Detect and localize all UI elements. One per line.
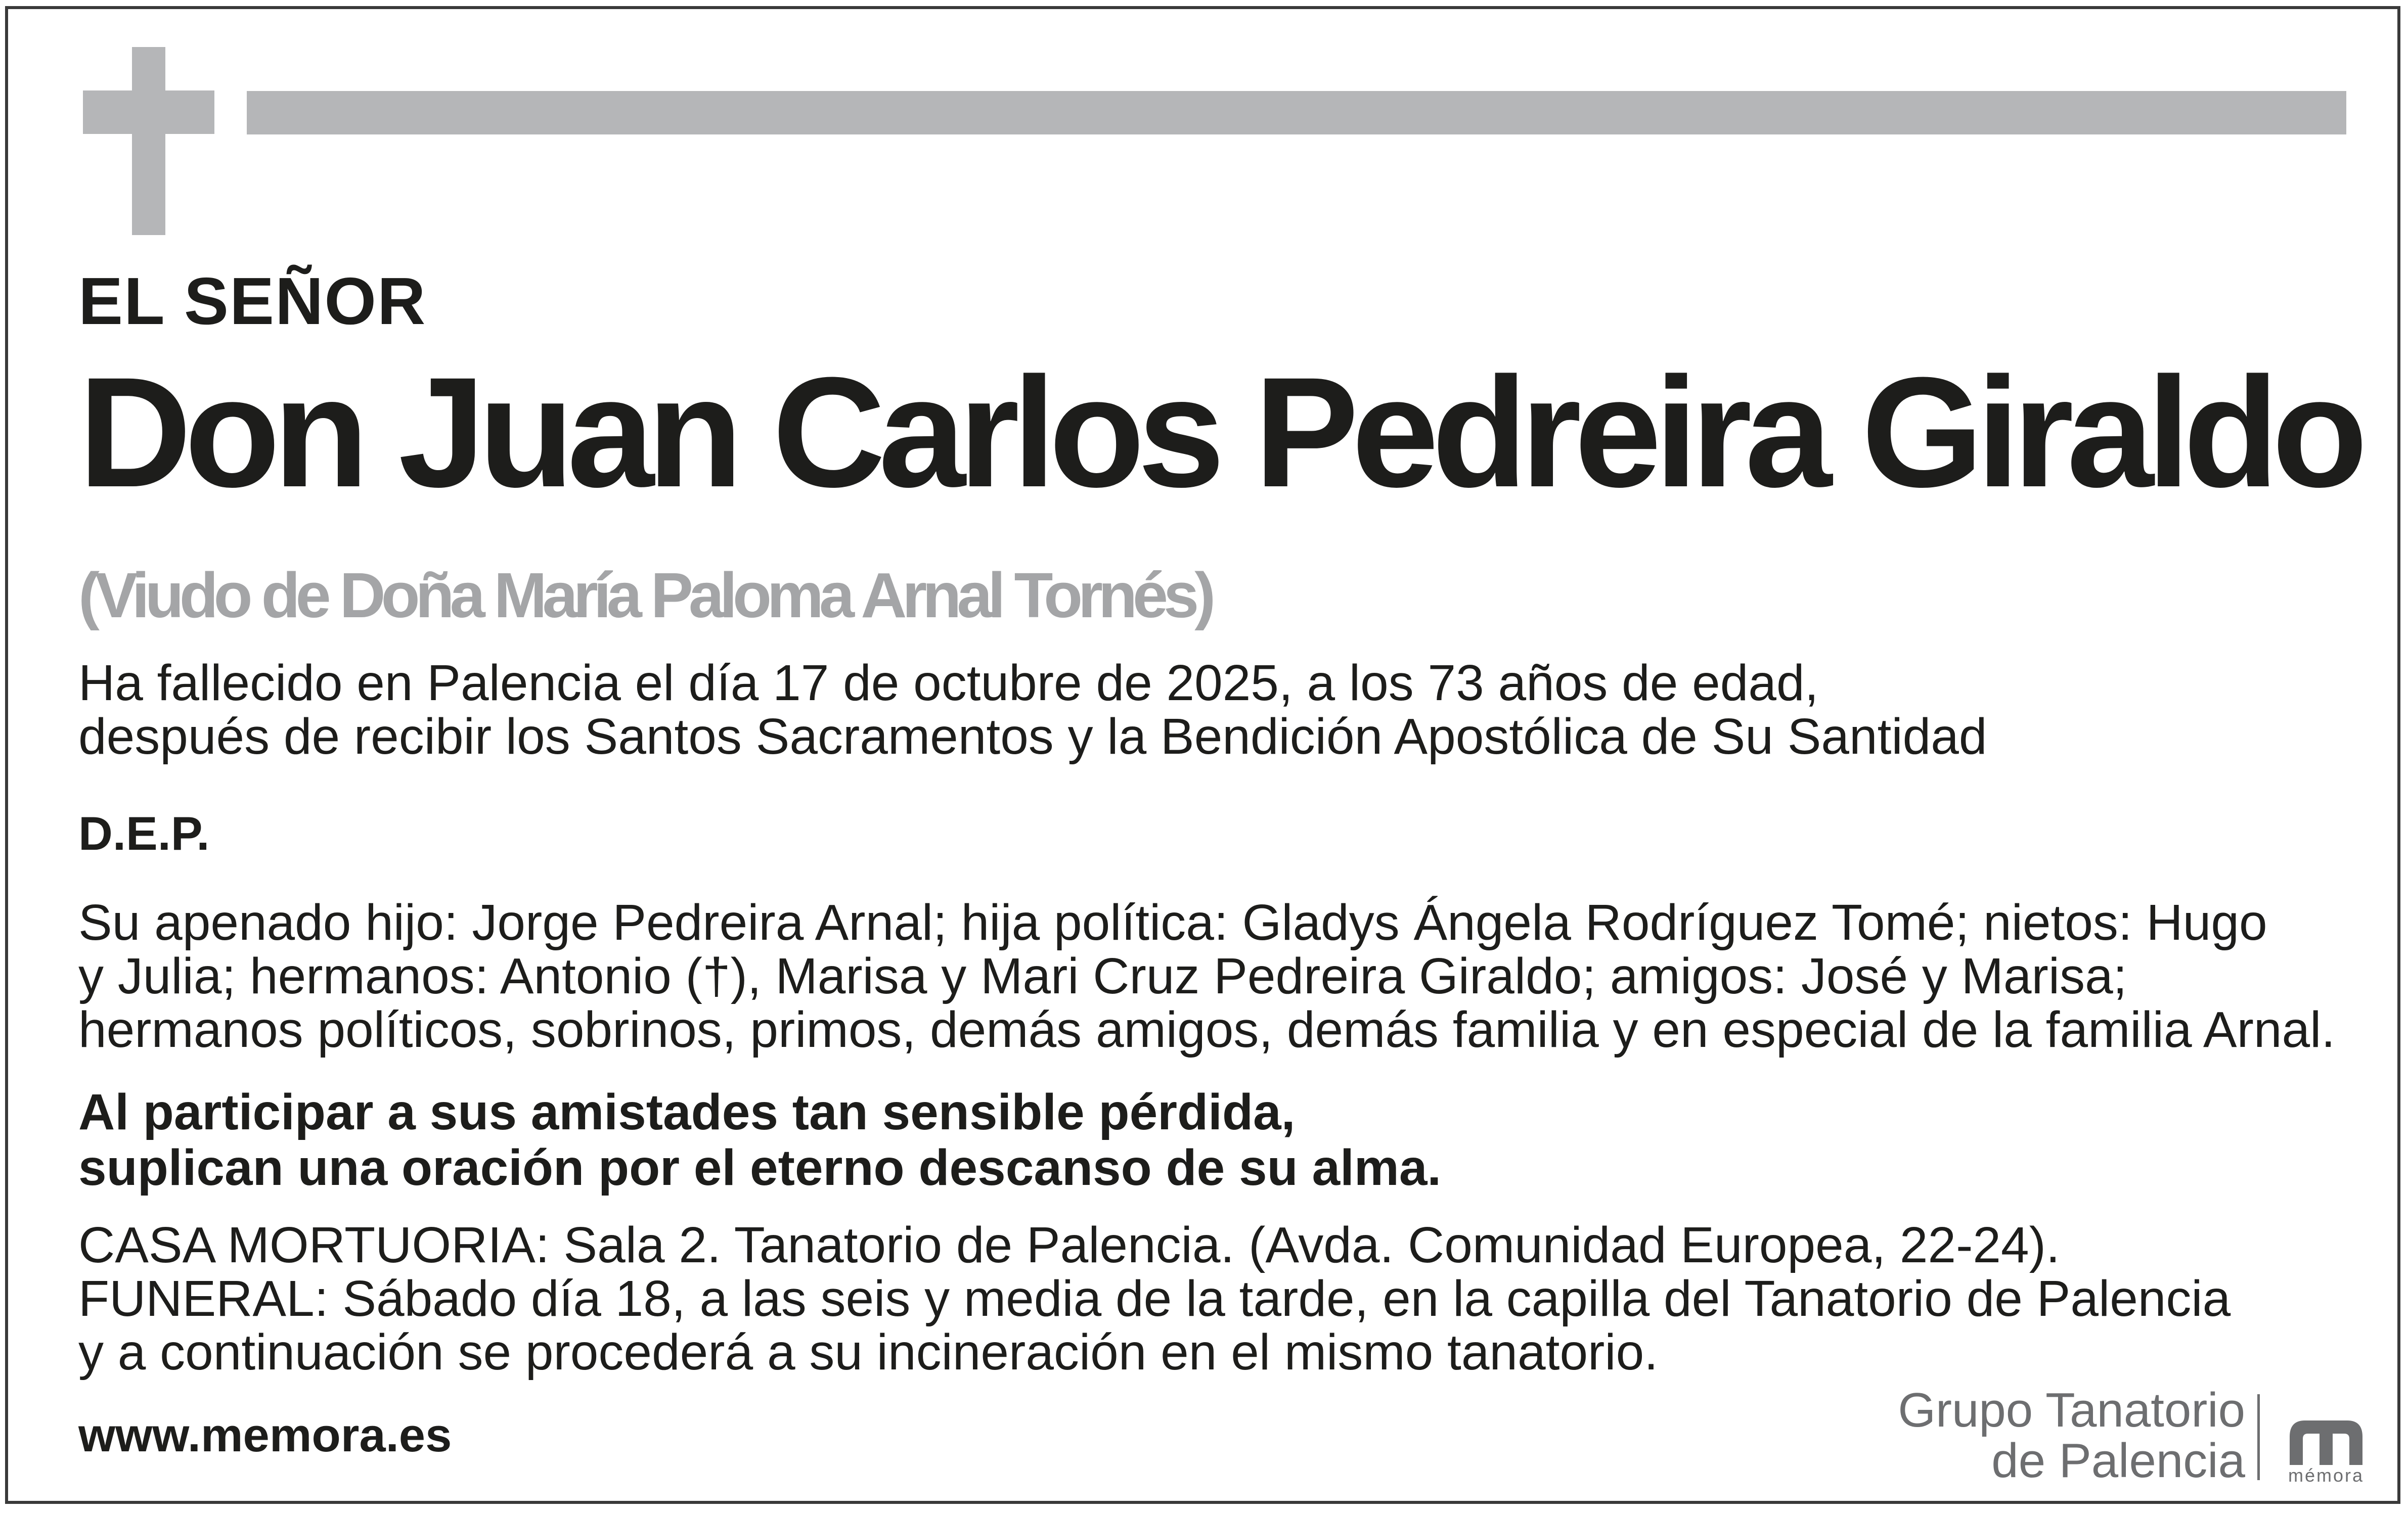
cross-icon xyxy=(83,47,214,235)
prayer-request-line: Al participar a sus amistades tan sensible pérdida, xyxy=(78,1084,1296,1140)
funeral-arrangements xyxy=(78,1218,2231,1379)
brand-line-1: Grupo Tanatorio xyxy=(1898,1383,2245,1437)
family-line: Su apenado hijo: Jorge Pedreira Arnal; hija política: Gladys Ángela Rodríguez Tomé; nietos: Hugo xyxy=(78,894,2267,951)
brand-block xyxy=(1871,1385,2377,1486)
header-bar xyxy=(247,91,2346,134)
prayer-request xyxy=(78,1084,1441,1196)
arrangements-line: FUNERAL: Sábado día 18, a las seis y media de la tarde, en la capilla del Tanatorio de Palencia xyxy=(78,1270,2231,1327)
title-prefix: EL SEÑOR xyxy=(78,264,427,338)
brand-name xyxy=(1898,1385,2245,1486)
arrangements-line: CASA MORTUORIA: Sala 2. Tanatorio de Palencia. (Avda. Comunidad Europea, 22-24). xyxy=(78,1217,2060,1273)
website-link[interactable]: www.memora.es xyxy=(78,1408,452,1461)
brand-line-2: de Palencia xyxy=(1991,1434,2245,1488)
rip-label: D.E.P. xyxy=(78,807,210,860)
arrangements-line: y a continuación se procederá a su incineración en el mismo tanatorio. xyxy=(78,1324,1658,1381)
family-list xyxy=(78,896,2335,1057)
deceased-name: Don Juan Carlos Pedreira Giraldo xyxy=(78,344,2361,520)
family-line: hermanos políticos, sobrinos, primos, demás amigos, demás familia y en especial de la familia Arnal. xyxy=(78,1001,2336,1058)
death-notice-line: Ha fallecido en Palencia el día 17 de octubre de 2025, a los 73 años de edad, xyxy=(78,655,1819,711)
death-notice xyxy=(78,656,1987,763)
brand-logo-label: mémora xyxy=(2288,1465,2365,1486)
death-notice-line: después de recibir los Santos Sacramentos y la Bendición Apostólica de Su Santidad xyxy=(78,708,1987,765)
prayer-request-line: suplican una oración por el eterno descanso de su alma. xyxy=(78,1139,1442,1196)
widow-line: (Viudo de Doña María Paloma Arnal Tornés) xyxy=(78,560,1212,631)
family-line: y Julia; hermanos: Antonio (†), Marisa y Mari Cruz Pedreira Giraldo; amigos: José y Marisa; xyxy=(78,948,2127,1004)
brand-divider xyxy=(2257,1394,2260,1480)
